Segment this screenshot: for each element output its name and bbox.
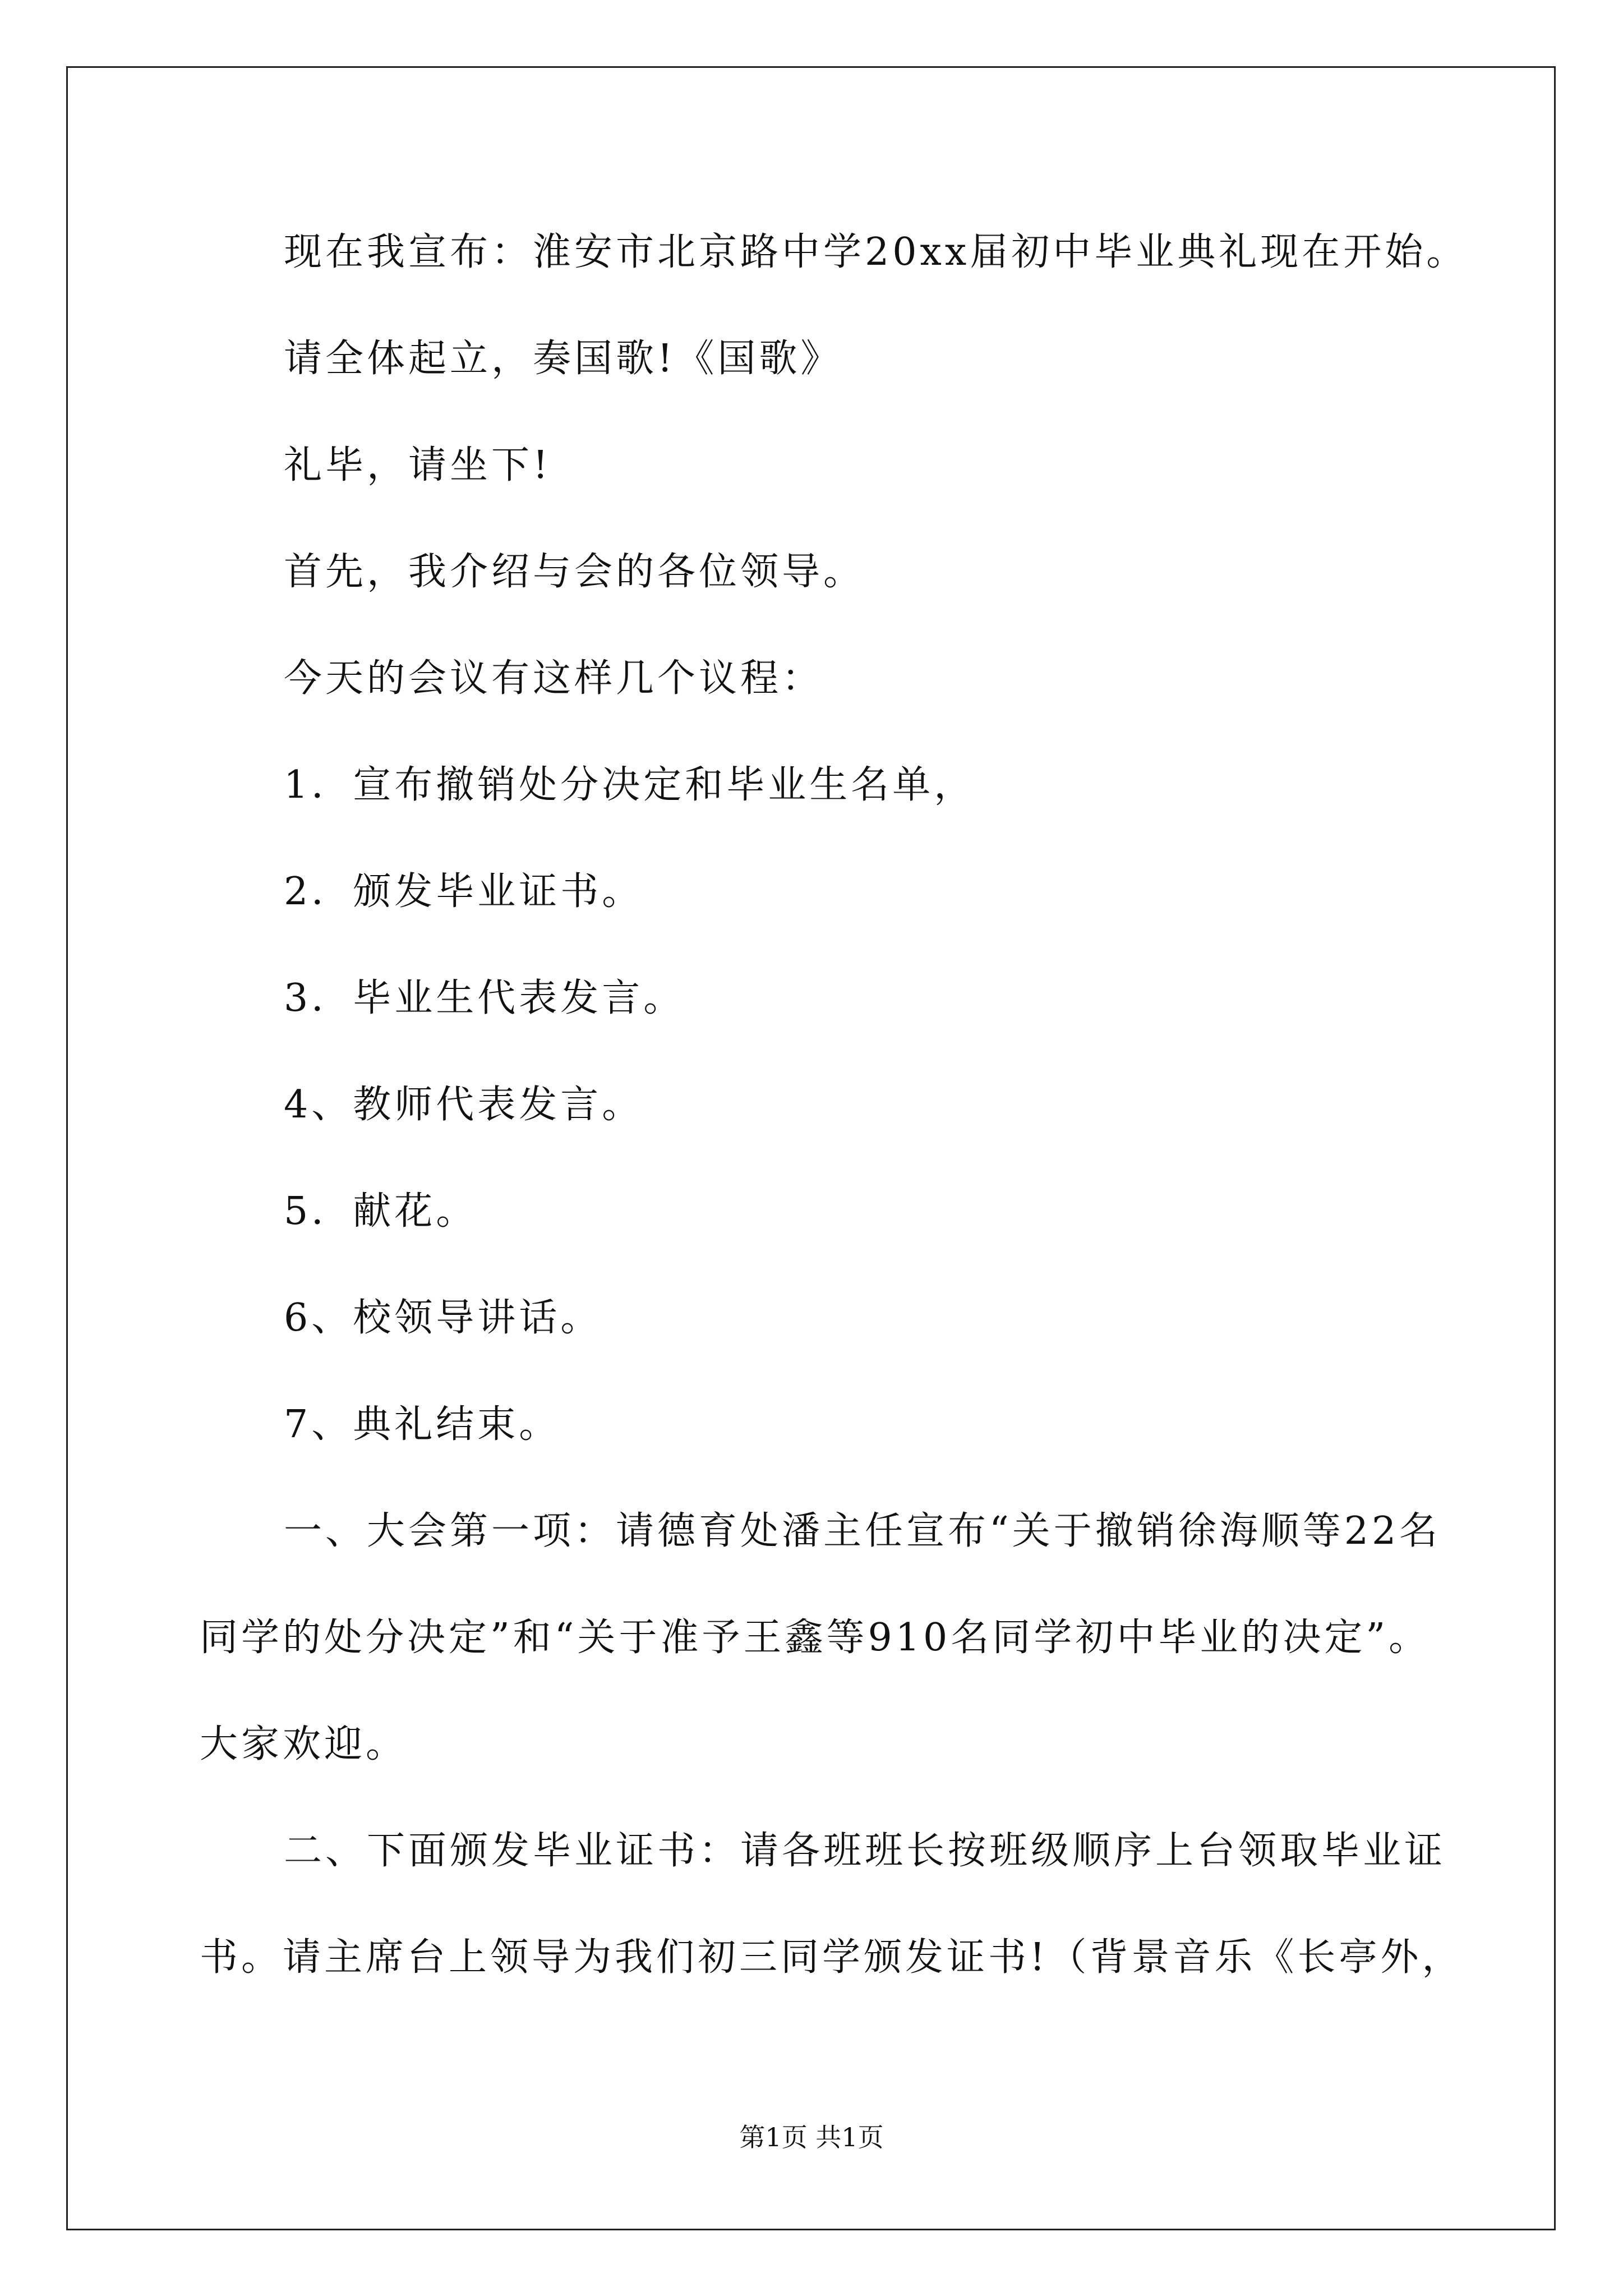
paragraph-line: 今天的会议有这样几个议程： xyxy=(284,656,824,701)
agenda-item: 6、校领导讲话。 xyxy=(284,1296,602,1340)
agenda-item: 4、教师代表发言。 xyxy=(284,1083,644,1127)
agenda-item: 5．献花。 xyxy=(284,1189,478,1234)
paragraph-line: 书。请主席台上领导为我们初三同学颁发证书!（背景音乐《长亭外， xyxy=(200,1935,1464,1980)
page-border xyxy=(66,66,1556,2230)
agenda-item: 7、典礼结束。 xyxy=(284,1402,561,1447)
agenda-item: 3．毕业生代表发言。 xyxy=(284,976,685,1020)
agenda-item: 1．宣布撤销处分决定和毕业生名单， xyxy=(284,763,976,807)
paragraph-line: 请全体起立，奏国歌!《国歌》 xyxy=(284,337,842,381)
paragraph-line: 大家欢迎。 xyxy=(200,1722,408,1766)
agenda-item: 2．颁发毕业证书。 xyxy=(284,869,644,914)
paragraph-line: 同学的处分决定”和“关于准予王鑫等910名同学初中毕业的决定”。 xyxy=(200,1616,1431,1660)
paragraph-line: 首先，我介绍与会的各位领导。 xyxy=(284,550,865,594)
paragraph-line: 礼毕，请坐下! xyxy=(284,443,552,487)
paragraph-line: 现在我宣布：淮安市北京路中学20xx届初中毕业典礼现在开始。 xyxy=(284,230,1468,274)
page-number-footer: 第1页 共1页 xyxy=(739,2122,884,2152)
paragraph-line: 二、下面颁发毕业证书：请各班班长按班级顺序上台领取毕业证 xyxy=(284,1829,1446,1873)
paragraph-line: 一、大会第一项：请德育处潘主任宣布“关于撤销徐海顺等22名 xyxy=(284,1509,1441,1553)
